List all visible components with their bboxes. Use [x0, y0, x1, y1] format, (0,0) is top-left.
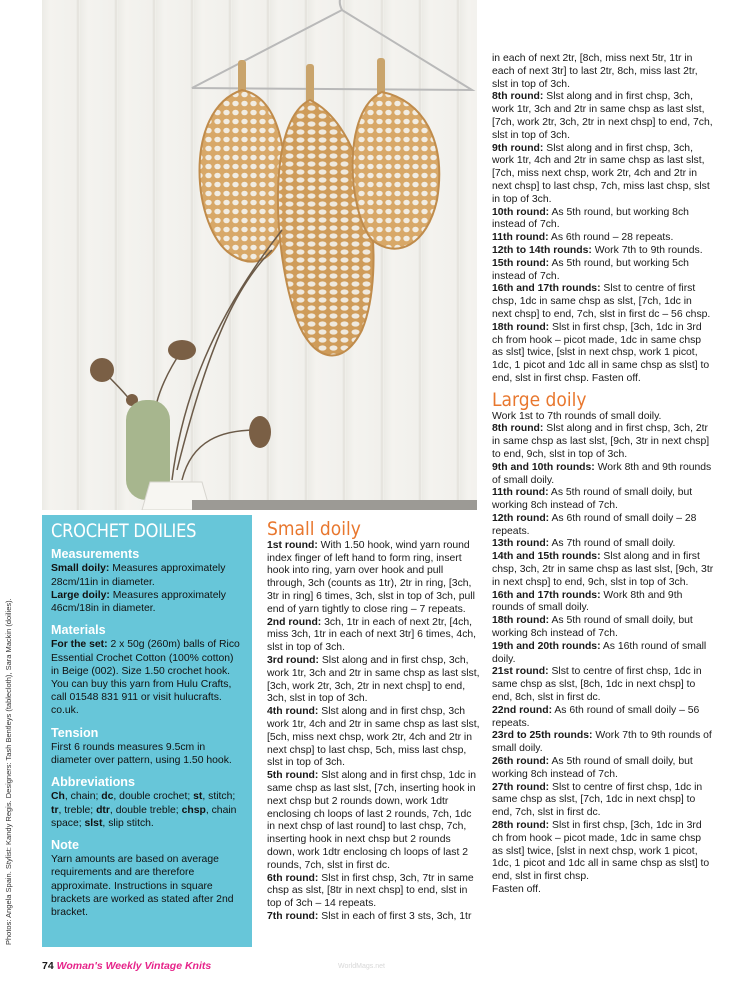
right-column	[492, 53, 714, 897]
round-instruction: 9th round: Slst along and in first chsp, 3ch, work 1tr, 4ch and 2tr in same chsp as last slst, [7ch, miss next chsp, work 2tr, 4ch and 2tr in next chsp] to last chsp, 7ch, miss last chsp, slst in top of 3ch.	[492, 142, 710, 205]
round-instruction: 6th round: Slst in first chsp, 3ch, 7tr in same chsp as slst, [8tr in next chsp] to end, slst in top of 3ch – 14 repeats.	[267, 872, 474, 910]
small-doily-column	[267, 518, 481, 924]
round-instruction: 16th and 17th rounds: Work 8th and 9th rounds of small doily.	[492, 589, 683, 614]
note-text: Yarn amounts are based on average requirements and are therefore approximate. Instructions in square brackets are worked as stated after 2nd bracket.	[51, 854, 234, 919]
round-instruction: 18th round: As 5th round of small doily, but working 8ch instead of 7ch.	[492, 615, 693, 640]
publication-name: Woman's Weekly Vintage Knits	[56, 960, 212, 972]
round-instruction: 27th round: Slst to centre of first chsp, 1dc in same chsp as slst, [7ch, 1dc in next chsp] to end, 7ch, slst in first dc.	[492, 781, 703, 819]
round-instruction: 22nd round: As 6th round of small doily – 56 repeats.	[492, 704, 700, 729]
round-instruction: 8th round: Slst along and in first chsp, 3ch, work 1tr, 3ch and 2tr in same chsp as last slst, [7ch, work 2tr, 3ch, 2tr in next chsp] to end, 7ch, slst in top of 3ch.	[492, 91, 713, 141]
doily-left	[200, 90, 288, 262]
round-instruction: 7th round: Slst in each of first 3 sts, 3ch, 1tr	[267, 910, 472, 922]
tension-text: First 6 rounds measures 9.5cm in diameter over pattern, using 1.50 hook.	[51, 741, 232, 767]
round-instruction: 12th round: As 6th round of small doily – 28 repeats.	[492, 512, 697, 537]
materials-heading: Materials	[51, 623, 106, 638]
photo-credit: Photos: Angela Spain. Stylist: Kandy Regis. Designers: Tash Bentleys (tablecloth), Sara Mackin (doilies).	[4, 598, 13, 945]
large-doily-heading: Large doily	[492, 388, 587, 411]
round-instruction: 10th round: As 5th round, but working 8ch instead of 7ch.	[492, 206, 689, 231]
round-instruction: 28th round: Slst in first chsp, [3ch, 1dc in 3rd ch from hook – picot made, 1dc in same chsp as slst] twice, [slst in next chsp, work 1 picot, 1dc, 1 picot and 1dc all in same chsp as slst] to end, slst in first chsp.	[492, 820, 710, 883]
large-doily-measurement: Large doily: Measures approximately 46cm/18in in diameter.	[51, 589, 226, 615]
page-number: 74	[42, 960, 54, 972]
round-instruction: 21st round: Slst to centre of first chsp, 1dc in same chsp as slst, [8ch, 1dc in next chsp] to end, 8ch, slst in first dc.	[492, 666, 702, 704]
round-instruction: 15th round: As 5th round, but working 5ch instead of 7ch.	[492, 257, 689, 282]
round-instruction: 3rd round: Slst along and in first chsp, 3ch, work 1tr, 3ch and 2tr in same chsp as last slst, [3ch, work 2tr, 3ch, 2tr in next chsp] to end, 3ch, slst in top of 3ch.	[267, 654, 480, 705]
note-heading: Note	[51, 838, 79, 853]
round-instruction: 23rd to 25th rounds: Work 7th to 9th rounds of small doily.	[492, 730, 712, 755]
peg	[306, 64, 314, 104]
round-instruction: 19th and 20th rounds: As 16th round of small doily.	[492, 640, 707, 665]
table-edge	[192, 500, 477, 510]
small-doily-measurement: Small doily: Measures approximately 28cm/11in in diameter.	[51, 563, 226, 588]
round-instruction: 5th round: Slst along and in first chsp, 1dc in same chsp as last slst, [7ch, inserting hook in next chsp but 2 rounds down, work 1dtr enclosing ch loops of last 2 rounds, 7ch, 1dc in next chsp of last round] to last chsp, 7ch, inserting hook in next chsp but 2 rounds down, work 1dtr enclosing ch loops of last 2 rounds, 7ch, slst in first dc.	[267, 770, 477, 871]
materials-text: For the set: 2 x 50g (260m) balls of Rico Essential Crochet Cotton (100% cotton) in Beige (002). Size 1.50 crochet hook. You can buy this yarn from Hulu Crafts, call 01548 831 911 or visit hulucrafts. co.uk.	[51, 639, 240, 717]
round-instruction: 14th and 15th rounds: Slst along and in first chsp, 3ch, 2tr in same chsp as last slst, [9ch, 3tr in next chsp] to end, 9ch, slst in top of 3ch.	[492, 551, 714, 588]
info-box	[42, 515, 252, 947]
info-box-title: CROCHET DOILIES	[51, 521, 197, 542]
round-instruction: 26th round: As 5th round of small doily, but working 8ch instead of 7ch.	[492, 756, 693, 780]
continued-text: in each of next 2tr, [8ch, miss next 5tr, 1tr in each of next 3tr] to last 2tr, 8ch, miss last 2tr, slst in top of 3ch.	[492, 53, 698, 90]
watermark: WorldMags.net	[338, 963, 385, 970]
round-instruction: 16th and 17th rounds: Slst to centre of first chsp, 1dc in same chsp as slst, [7ch, 1dc in next chsp] to end, 7ch, slst in first dc – 56 chsp.	[492, 283, 711, 320]
small-doily-heading: Small doily	[267, 518, 361, 540]
page-footer	[42, 960, 211, 972]
fasten-off: Fasten off.	[492, 884, 541, 895]
round-instruction: 12th to 14th rounds: Work 7th to 9th rounds.	[492, 244, 703, 256]
doilies-photo	[42, 0, 477, 510]
round-instruction: 11th round: As 6th round – 28 repeats.	[492, 232, 674, 244]
round-instruction: 11th round: As 5th round of small doily, but working 8ch instead of 7ch.	[492, 487, 693, 512]
round-instruction: 1st round: With 1.50 hook, wind yarn round index finger of left hand to form ring, insert hook into ring, yarn over hook and pull through, 3ch (counts as 1tr), 2tr in ring, [3ch, 3tr in ring] 6 times, 3ch, slst in top of 3ch, pull end of yarn tightly to close ring – 7 repeats.	[267, 539, 475, 615]
round-instruction: 9th and 10th rounds: Work 8th and 9th rounds of small doily.	[492, 461, 712, 486]
large-doily-intro: Work 1st to 7th rounds of small doily.	[492, 410, 662, 422]
round-instruction: 18th round: Slst in first chsp, [3ch, 1dc in 3rd ch from hook – picot made, 1dc in same chsp as slst] twice, [slst in next chsp, work 1 picot, 1dc, 1 picot and 1dc all in same chsp as slst] to end, slst in first chsp. Fasten off.	[492, 321, 710, 384]
round-instruction: 2nd round: 3ch, 1tr in each of next 2tr, [4ch, miss 3ch, 1tr in each of next 3tr] 6 times, 4ch, slst in top of 3ch.	[267, 616, 477, 654]
measurements-heading: Measurements	[51, 547, 140, 562]
hanger	[192, 10, 472, 90]
doily-right	[353, 92, 440, 249]
abbreviations-heading: Abbreviations	[51, 775, 135, 790]
doilies-illustration	[42, 0, 477, 510]
round-instruction: 13th round: As 7th round of small doily.	[492, 538, 676, 550]
round-instruction: 4th round: Slst along and in first chsp, 3ch work 1tr, 4ch and 2tr in same chsp as last slst, [5ch, miss next chsp, work 2tr, 4ch and 2tr in next chsp] to last chsp, 5ch, miss last chsp, slst in top of 3ch.	[267, 706, 480, 769]
round-instruction: 8th round: Slst along and in first chsp, 3ch, 2tr in same chsp as last slst, [9ch, 3tr in next chsp] to end, 9ch, slst in top of 3ch.	[492, 423, 710, 460]
abbreviations-list: Ch, chain; dc, double crochet; st, stitch; tr, treble; dtr, double treble; chsp, chain space; slst, slip stitch.	[51, 791, 237, 829]
tension-heading: Tension	[51, 725, 99, 740]
